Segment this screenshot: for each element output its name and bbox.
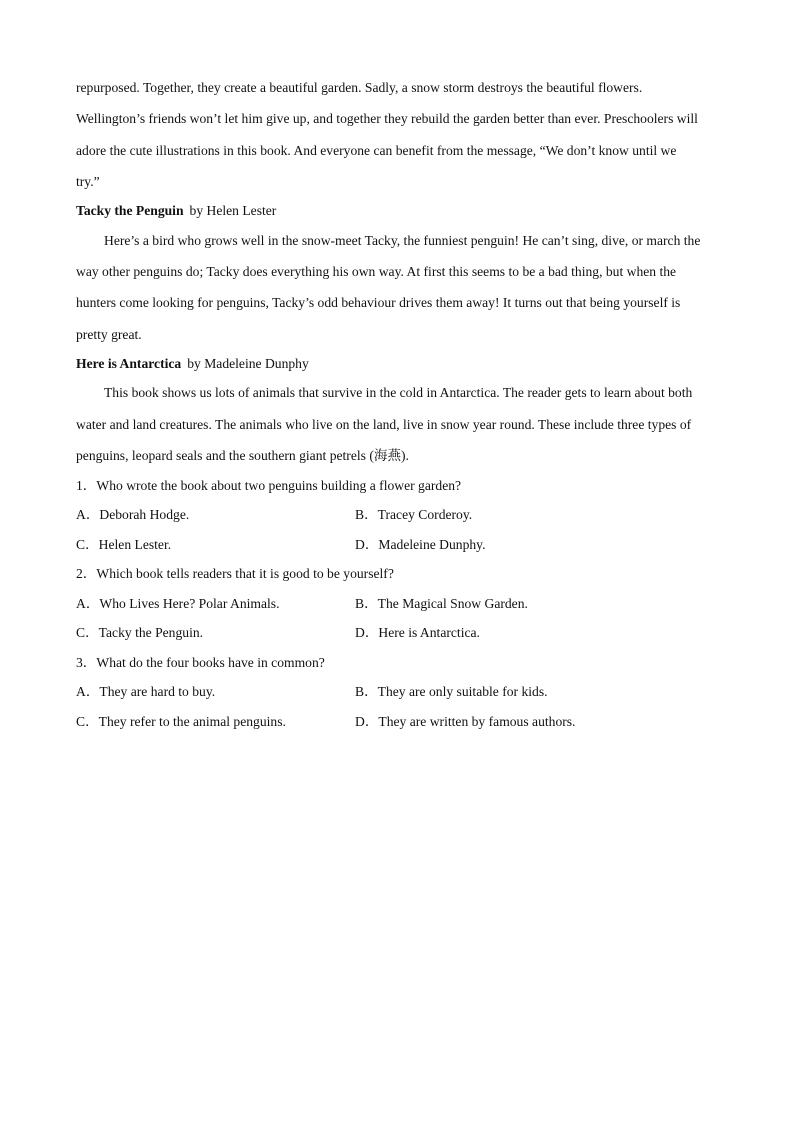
antarctica-line-3: penguins, leopard seals and the southern giant petrels (海燕). — [76, 448, 409, 463]
book-heading-antarctica — [76, 355, 309, 373]
question-1: 1．Who wrote the book about two penguins building a flower garden? — [76, 478, 462, 493]
intro-line-3: adore the cute illustrations in this book. And everyone can benefit from the message, “We don’t know until we — [76, 143, 677, 158]
question-3-option-b: B．They are only suitable for kids. — [355, 684, 548, 699]
question-2-option-c: C．Tacky the Penguin. — [76, 625, 204, 640]
antarctica-line-2: water and land creatures. The animals who live on the land, live in snow year round. These include three types of — [76, 417, 692, 432]
book-author: by Helen Lester — [189, 203, 277, 218]
antarctica-line-1: This book shows us lots of animals that survive in the cold in Antarctica. The reader gets to learn about both — [104, 385, 693, 400]
question-1-option-d: D．Madeleine Dunphy. — [355, 537, 486, 552]
book-title: Tacky the Penguin — [76, 203, 184, 218]
question-1-option-b: B．Tracey Corderoy. — [355, 507, 473, 522]
tacky-line-4: pretty great. — [76, 327, 142, 342]
tacky-line-2: way other penguins do; Tacky does everything his own way. At first this seems to be a bad thing, but when the — [76, 264, 677, 279]
question-2-option-b: B．The Magical Snow Garden. — [355, 596, 528, 611]
question-2-option-a: A．Who Lives Here? Polar Animals. — [76, 596, 280, 611]
intro-line-2: Wellington’s friends won’t let him give up, and together they rebuild the garden better than ever. Preschoolers will — [76, 111, 698, 126]
question-3-option-c: C．They refer to the animal penguins. — [76, 714, 286, 729]
tacky-line-1: Here’s a bird who grows well in the snow-meet Tacky, the funniest penguin! He can’t sing, dive, or march the — [104, 233, 701, 248]
intro-line-1: repurposed. Together, they create a beautiful garden. Sadly, a snow storm destroys the beautiful flowers. — [76, 80, 643, 95]
question-2: 2．Which book tells readers that it is good to be yourself? — [76, 566, 394, 581]
question-3-option-d: D．They are written by famous authors. — [355, 714, 576, 729]
intro-line-4: try.” — [76, 174, 100, 189]
book-heading-tacky — [76, 202, 276, 220]
question-2-option-d: D．Here is Antarctica. — [355, 625, 480, 640]
book-title: Here is Antarctica — [76, 356, 182, 371]
question-3-option-a: A．They are hard to buy. — [76, 684, 216, 699]
tacky-line-3: hunters come looking for penguins, Tacky’s odd behaviour drives them away! It turns out that being yourself is — [76, 295, 681, 310]
question-1-option-c: C．Helen Lester. — [76, 537, 172, 552]
question-3: 3．What do the four books have in common? — [76, 655, 325, 670]
question-1-option-a: A．Deborah Hodge. — [76, 507, 190, 522]
book-author: by Madeleine Dunphy — [187, 356, 309, 371]
